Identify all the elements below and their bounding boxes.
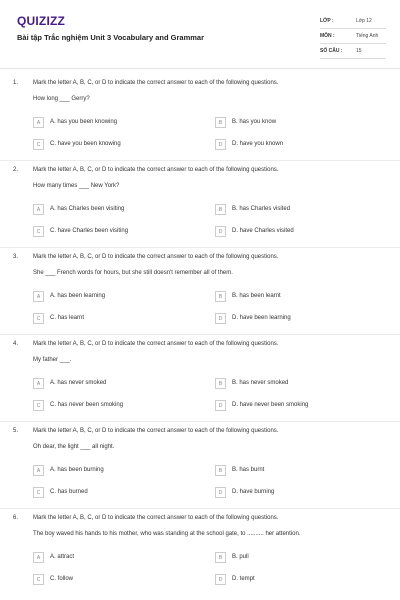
option-letter-box: B: [215, 465, 226, 476]
meta-grade-row: [320, 14, 386, 29]
question-instruction: Mark the letter A, B, C, or D to indicate the correct answer to each of the following questions.: [33, 167, 279, 173]
option-letter-box: D: [215, 226, 226, 237]
option-letter-box: A: [33, 117, 44, 128]
question-number: 6.: [13, 515, 19, 521]
question-text: The boy waved his hands to his mother, who was standing at the school gate, to .......... her attention.: [33, 531, 301, 537]
question-instruction: Mark the letter A, B, C, or D to indicate the correct answer to each of the following questions.: [33, 254, 279, 260]
option-letter-box: C: [33, 313, 44, 324]
option-letter-box: D: [215, 139, 226, 150]
option-text: C. has learnt: [50, 315, 85, 321]
option-letter-box: A: [33, 465, 44, 476]
option-text: D. have Charles visited: [232, 228, 294, 234]
option-letter-box: B: [215, 204, 226, 215]
option-text: A. has been burning: [50, 467, 104, 473]
option-letter-box: B: [215, 552, 226, 563]
option-text: C. follow: [50, 576, 74, 582]
quizizz-logo: QUIZIZZ: [17, 14, 66, 28]
option-letter-box: B: [215, 117, 226, 128]
meta-count-value: 15: [356, 48, 362, 54]
worksheet-title: Bài tập Trắc nghiệm Unit 3 Vocabulary and Grammar: [17, 33, 204, 42]
question-text: She ___ French words for hours, but she still doesn't remember all of them.: [33, 270, 233, 276]
question-text: How many times ___ New York?: [33, 183, 120, 189]
option-text: D. have been learning: [232, 315, 291, 321]
option-letter-box: A: [33, 204, 44, 215]
option-text: C. have Charles been visiting: [50, 228, 129, 234]
option-letter-box: A: [33, 291, 44, 302]
question-instruction: Mark the letter A, B, C, or D to indicate the correct answer to each of the following questions.: [33, 341, 279, 347]
question-number: 4.: [13, 341, 19, 347]
question-divider: [0, 421, 400, 422]
option-text: A. has been learning: [50, 293, 106, 299]
option-text: C. have you been knowing: [50, 141, 121, 147]
question-divider: [0, 334, 400, 335]
option-text: D. have never been smoking: [232, 402, 309, 408]
question-text: My father ___.: [33, 357, 72, 363]
question-number: 2.: [13, 167, 19, 173]
option-letter-box: C: [33, 574, 44, 585]
option-text: C. has never been smoking: [50, 402, 124, 408]
question-instruction: Mark the letter A, B, C, or D to indicate the correct answer to each of the following questions.: [33, 428, 279, 434]
option-text: C. has burned: [50, 489, 88, 495]
meta-subject-label: MÔN :: [320, 33, 335, 39]
meta-grade-label: LỚP :: [320, 18, 334, 24]
question-text: Oh dear, the light ___ all night.: [33, 444, 115, 450]
meta-subject-value: Tiếng Anh: [356, 33, 379, 39]
option-text: A. has you been knowing: [50, 119, 118, 125]
option-text: D. tempt: [232, 576, 255, 582]
option-text: A. has Charles been visiting: [50, 206, 125, 212]
option-text: B. has never smoked: [232, 380, 289, 386]
worksheet-meta: [320, 14, 386, 59]
option-letter-box: D: [215, 574, 226, 585]
question-text: How long ___ Gerry?: [33, 96, 90, 102]
question-divider: [0, 247, 400, 248]
worksheet-header: [0, 0, 400, 65]
option-letter-box: C: [33, 487, 44, 498]
question-divider: [0, 160, 400, 161]
question-number: 5.: [13, 428, 19, 434]
option-letter-box: D: [215, 487, 226, 498]
option-letter-box: C: [33, 400, 44, 411]
option-text: B. has Charles visited: [232, 206, 291, 212]
question-number: 1.: [13, 80, 19, 86]
question-divider: [0, 508, 400, 509]
option-text: B. pull: [232, 554, 249, 560]
option-letter-box: C: [33, 139, 44, 150]
header-divider: [0, 68, 400, 69]
option-text: A. attract: [50, 554, 75, 560]
question-instruction: Mark the letter A, B, C, or D to indicate the correct answer to each of the following questions.: [33, 80, 279, 86]
option-text: B. has you know: [232, 119, 277, 125]
meta-grade-value: Lớp 12: [356, 18, 372, 24]
option-text: D. have you known: [232, 141, 284, 147]
option-text: A. has never smoked: [50, 380, 107, 386]
option-text: B. has burnt: [232, 467, 265, 473]
option-letter-box: B: [215, 378, 226, 389]
meta-subject-row: [320, 29, 386, 44]
meta-count-row: [320, 44, 386, 59]
option-letter-box: D: [215, 313, 226, 324]
question-instruction: Mark the letter A, B, C, or D to indicate the correct answer to each of the following questions.: [33, 515, 279, 521]
option-letter-box: A: [33, 378, 44, 389]
option-text: D. have burning: [232, 489, 275, 495]
meta-count-label: SỐ CÂU :: [320, 48, 343, 54]
option-letter-box: C: [33, 226, 44, 237]
option-text: B. has been learnt: [232, 293, 281, 299]
option-letter-box: D: [215, 400, 226, 411]
option-letter-box: A: [33, 552, 44, 563]
question-number: 3.: [13, 254, 19, 260]
option-letter-box: B: [215, 291, 226, 302]
